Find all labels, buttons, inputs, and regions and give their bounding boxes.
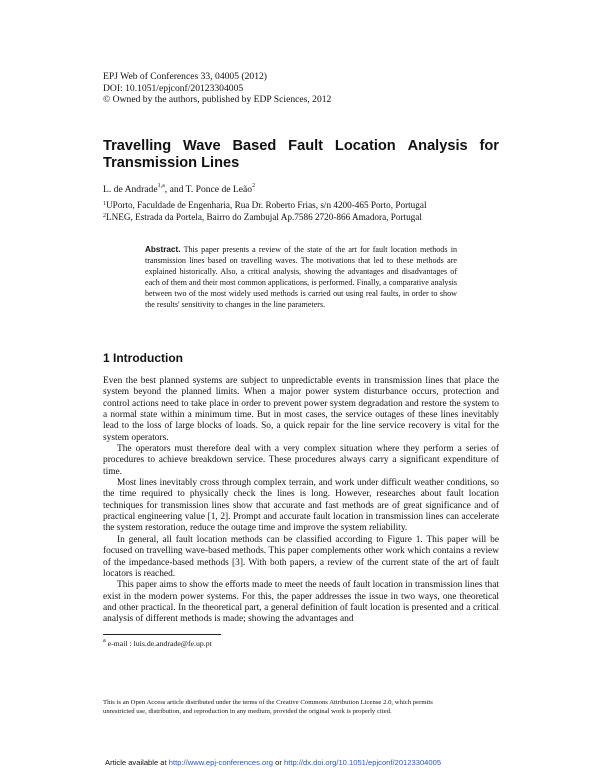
affiliation [103, 200, 427, 212]
footnote-email: e-mail : luis.de.andrade@fe.up.pt [105, 639, 212, 648]
author-affiliation-marker: 2 [252, 183, 256, 189]
paragraph: Most lines inevitably cross through complex terrain, and work under difficult weather conditions, so the time required to physically check the lines is long. However, researches about fault location techniques for transmission lines show that accurate and fast methods are of great significance and of practical engineering value [1, 2]. Prompt and accurate fault location in transmission lines can accelerate the system restoration, reduce the outage time and improve the system reliability. [103, 478, 499, 534]
title-word: Fault [288, 138, 324, 154]
title-line-1 [103, 138, 499, 155]
abstract-text: This paper presents a review of the state of the art for fault location methods in transmission lines based on travelling waves. The motivations that led to these methods are explained historically. Also, a critical analysis, showing the advantages and disadvantages of each of them and their most common applications, is performed. Finally, a comparative analysis between two of the most widely used methods is carried out using real faults, in order to show the results' sensitivity to changes in the line parameters. [145, 245, 457, 310]
copyright-line: © Owned by the authors, published by EDP Sciences, 2012 [103, 94, 332, 106]
section-heading: 1 Introduction [103, 351, 183, 365]
paragraph: The operators must therefore deal with a very complex situation where they perform a series of procedures to achieve breakdown service. These procedures always carry a significant expenditure of time. [103, 444, 499, 477]
doi-line: DOI: 10.1051/epjconf/20123304005 [103, 82, 244, 94]
paragraph: In general, all fault location methods can be classified according to Figure 1. This paper will be focused on travelling wave-based methods. This paper complements other work which contains a review of the impedance-based methods [3]. With both papers, a review of the current state of the art of fault locators is reached. [103, 534, 499, 579]
body-text [103, 376, 499, 626]
author-affiliation-marker: 1,a [157, 183, 165, 189]
affiliation-number: 2 [103, 212, 106, 219]
title-word: for [479, 138, 499, 154]
availability-prefix: Article available at [105, 758, 169, 767]
author-list [103, 184, 255, 195]
journal-citation: EPJ Web of Conferences 33, 04005 (2012) [103, 71, 267, 82]
abstract-label: Abstract. [145, 245, 181, 254]
title-word: Analysis [407, 138, 468, 154]
affiliation-text: UPorto, Faculdade de Engenharia, Rua Dr. Roberto Frias, s/n 4200-465 Porto, Portugal [106, 200, 427, 210]
footnote [103, 639, 212, 648]
footnote-marker: a [103, 638, 106, 644]
availability-or: or [273, 758, 284, 767]
journal-header [103, 71, 331, 106]
author-name: T. Ponce de Leão [185, 184, 253, 195]
paragraph: Even the best planned systems are subject to unpredictable events in transmission lines that place the system beyond the planned limits. When a major power system disturbance occurs, protection and control actions need to take place in order to prevent power system degradation and restore the system to a normal state within a minimum time. But in most cases, the service outages of these lines inevitably lead to the loss of large blocks of loads. So, a quick repair for the line service recovery is vital for the system operators. [103, 376, 499, 443]
affiliation-number: 1 [103, 201, 106, 207]
author-name: L. de Andrade [103, 184, 158, 195]
author-separator: , and [164, 184, 186, 195]
title-word: Wave [183, 138, 221, 154]
title-word: Based [232, 138, 277, 154]
availability-line [105, 758, 441, 767]
affiliation-text: LNEG, Estrada da Portela, Bairro do Zambujal Ap.7586 2720-866 Amadora, Portugal [106, 211, 422, 222]
affiliations [103, 200, 427, 223]
title-word: Travelling [103, 138, 172, 154]
title-line-2: Transmission Lines [103, 155, 240, 171]
license-line: This is an Open Access article distributed under the terms of the Creative Commons Attribution License 2.0, which permits [103, 699, 433, 706]
paper-title [103, 138, 499, 172]
doi-link[interactable]: http://dx.doi.org/10.1051/epjconf/20123304005 [284, 758, 442, 767]
footnote-rule [103, 634, 221, 635]
license-line: unrestricted use, distribution, and reproduction in any medium, provided the original work is properly cited. [103, 708, 392, 715]
epj-conferences-link[interactable]: http://www.epj-conferences.org [168, 758, 274, 767]
paragraph: This paper aims to show the efforts made to meet the needs of fault location in transmission lines that exist in the modern power systems. For this, the paper addresses the issue in two ways, one theoretical and other practical. In the theoretical part, a general definition of fault location is presented and a critical analysis of different methods is made; showing the advantages and [103, 580, 499, 625]
license-notice [103, 698, 499, 716]
abstract [145, 244, 457, 311]
title-word: Location [334, 138, 396, 154]
affiliation [103, 212, 427, 224]
